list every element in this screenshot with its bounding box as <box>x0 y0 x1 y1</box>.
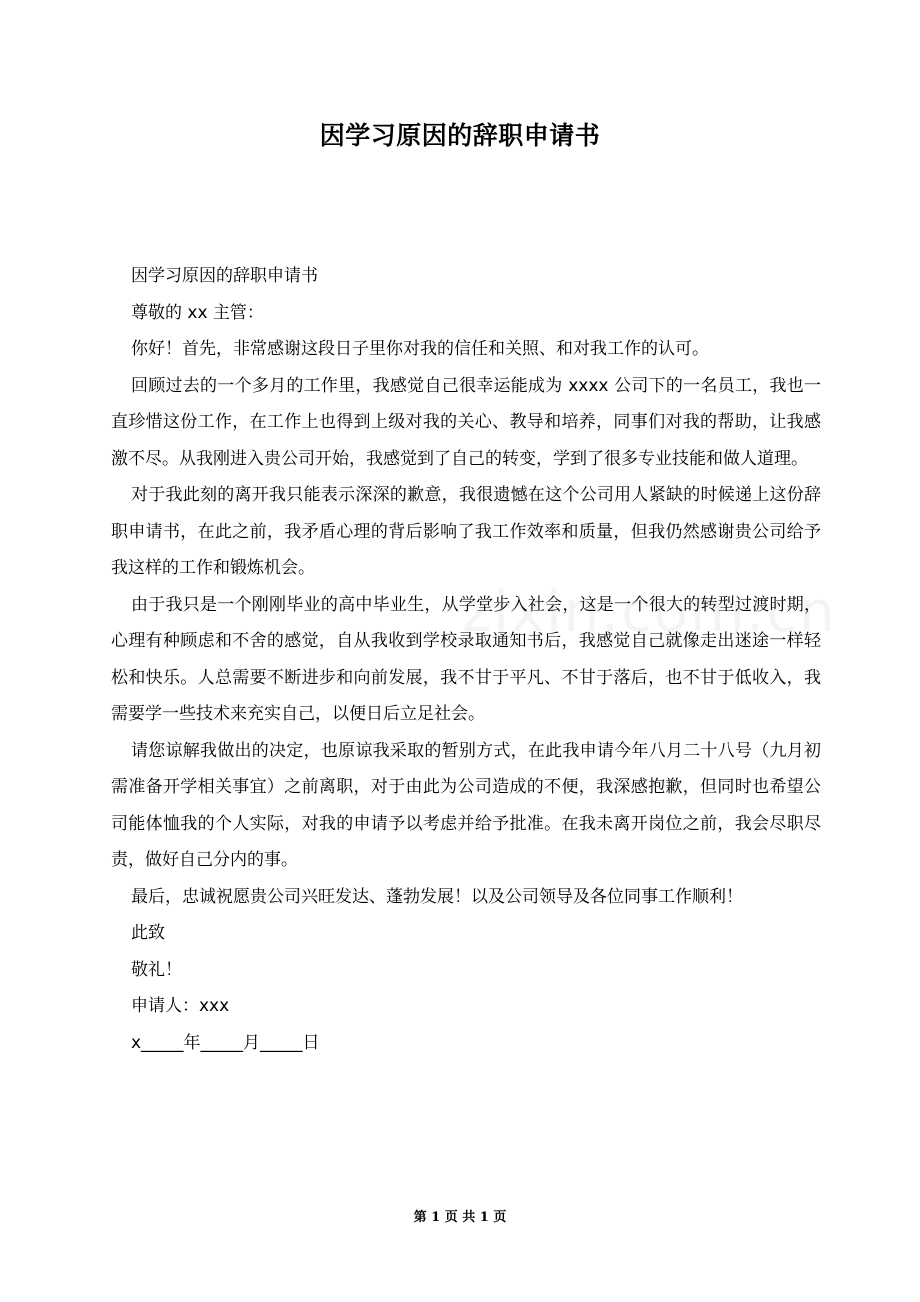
closing-cizhi: 此致 <box>131 923 165 943</box>
salutation: 尊敬的 xx 主管： <box>131 302 264 323</box>
paragraph-review: 回顾过去的一个多月的工作里，我感觉自己很幸运能成为 xxxx 公司下的一名员工，我也一直珍惜这份工作，在工作上也得到上级对我的关心、教导和培养，同事们对我的帮助，让我感激不尽。从我刚进入贵公司开始，我感觉到了自己的转变，学到了很多专业技能和做人道理。 <box>111 375 821 469</box>
document-title: 因学习原因的辞职申请书 <box>319 121 601 150</box>
document-body <box>111 258 821 1061</box>
closing-jingli: 敬礼！ <box>131 959 182 980</box>
page-footer: 第 1 页 共 1 页 <box>413 1210 507 1225</box>
paragraph-greeting: 你好！首先，非常感谢这段日子里你对我的信任和关照、和对我工作的认可。 <box>131 339 709 359</box>
paragraph-apology: 对于我此刻的离开我只能表示深深的歉意，我很遗憾在这个公司用人紧缺的时候递上这份辞职申请书，在此之前，我矛盾心理的背后影响了我工作效率和质量，但我仍然感谢贵公司给予我这样的工作和锻炼机会。 <box>111 485 821 578</box>
applicant-line: 申请人：xxx <box>131 996 230 1016</box>
paragraph-request: 请您谅解我做出的决定，也原谅我采取的暂别方式，在此我申请今年八月二十八号（九月初需准备开学相关事宜）之前离职，对于由此为公司造成的不便，我深感抱歉，但同时也希望公司能体恤我的个人实际，对我的申请予以考虑并给予批准。在我未离开岗位之前，我会尽职尽责，做好自己分内的事。 <box>111 740 821 870</box>
date-line: x_____年_____月_____日 <box>131 1032 320 1053</box>
paragraph-closing-wish: 最后，忠诚祝愿贵公司兴旺发达、蓬勃发展！以及公司领导及各位同事工作顺利！ <box>131 886 743 907</box>
paragraph-reason: 由于我只是一个刚刚毕业的高中毕业生，从学堂步入社会，这是一个很大的转型过渡时期，心理有种顾虑和不舍的感觉，自从我收到学校录取通知书后，我感觉自己就像走出迷途一样轻松和快乐。人总需要不断进步和向前发展，我不甘于平凡、不甘于落后，也不甘于低收入，我需要学一些技术来充实自己，以便日后立足社会。 <box>111 594 821 724</box>
body-heading: 因学习原因的辞职申请书 <box>131 266 318 286</box>
